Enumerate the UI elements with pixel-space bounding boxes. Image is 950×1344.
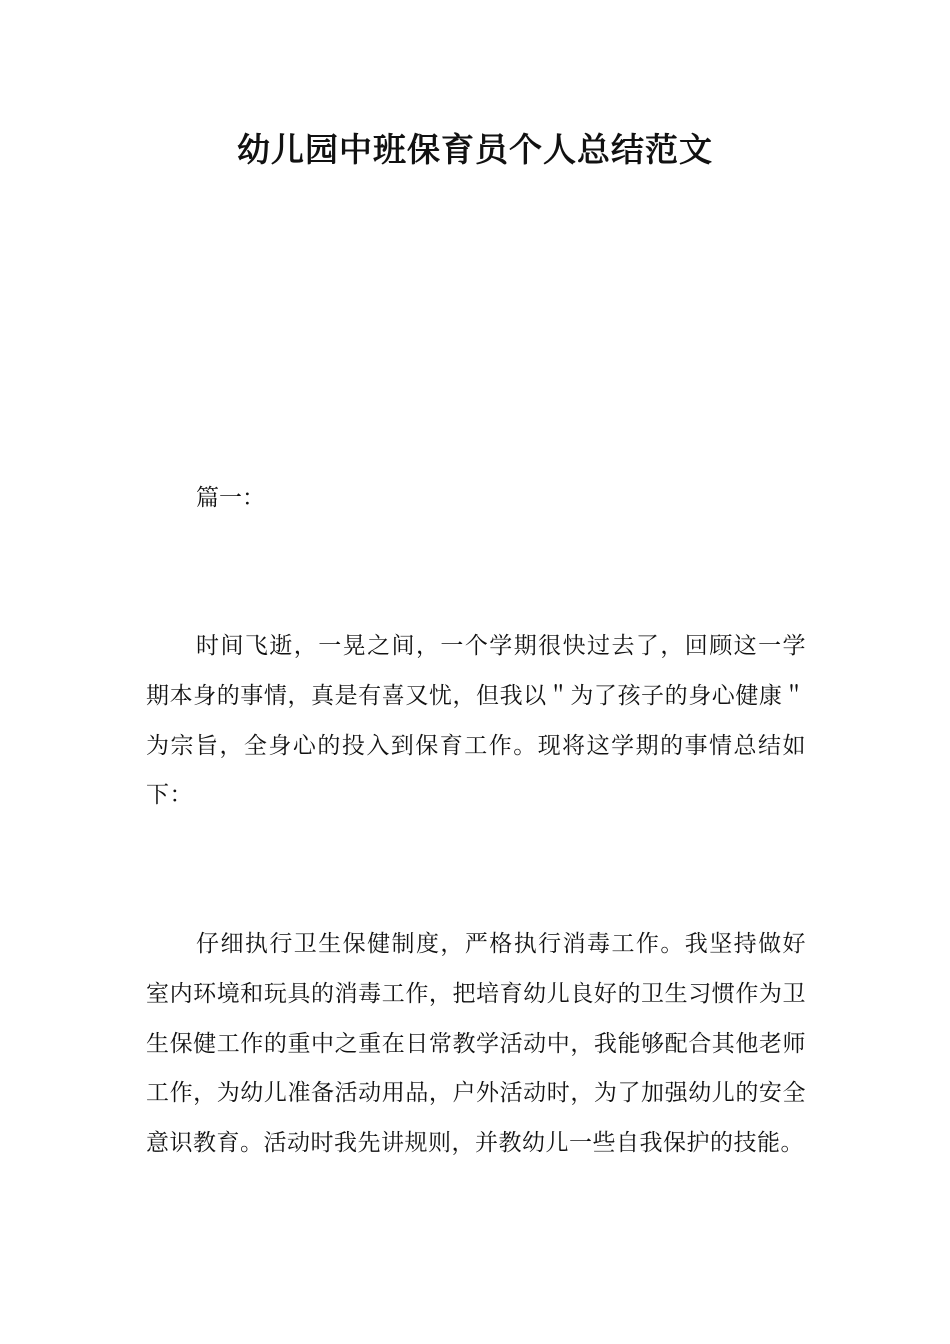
- paragraph-hygiene: 仔细执行卫生保健制度，严格执行消毒工作。我坚持做好室内环境和玩具的消毒工作，把培育幼儿良好的卫生习惯作为卫生保健工作的重中之重在日常教学活动中，我能够配合其他老师工作，为幼儿准备活动用品，户外活动时，为了加强幼儿的安全意识教育。活动时我先讲规则，并教幼儿一些自我保护的技能。: [146, 931, 806, 1157]
- paragraph-intro: 时间飞逝，一晃之间，一个学期很快过去了，回顾这一学期本身的事情，真是有喜又忧，但我以＂为了孩子的身心健康＂为宗旨，全身心的投入到保育工作。现将这学期的事情总结如下：: [146, 633, 806, 809]
- document-title: 幼儿园中班保育员个人总结范文: [237, 130, 713, 169]
- section-heading: 篇一：: [196, 485, 265, 511]
